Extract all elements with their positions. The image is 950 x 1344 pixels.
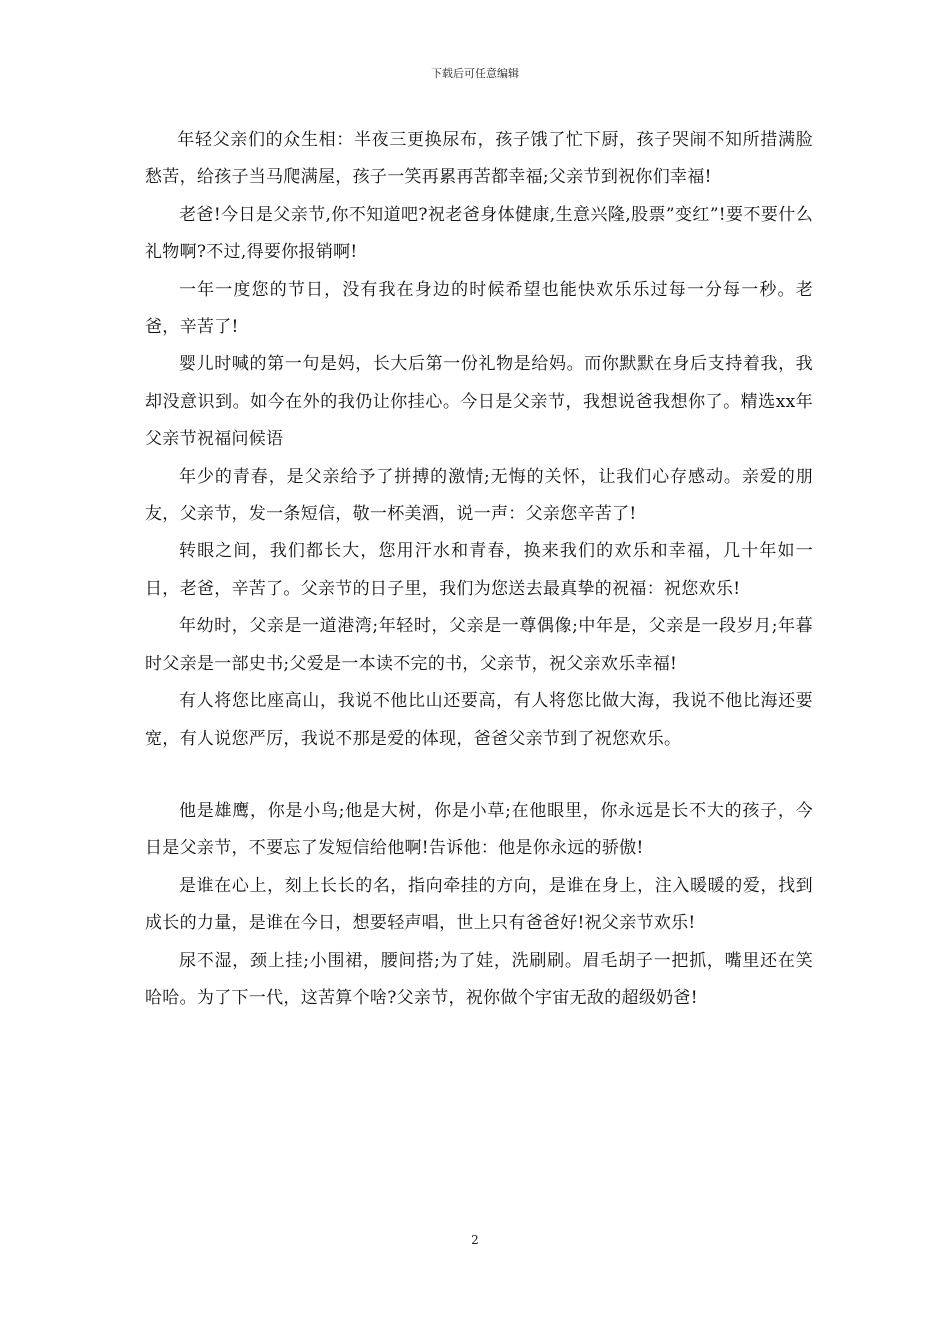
- paragraph: 他是雄鹰，你是小鸟;他是大树，你是小草;在他眼里，你永远是长不大的孩子，今日是父亲节，不要忘了发短信给他啊!告诉他：他是你永远的骄傲!: [145, 800, 813, 859]
- paragraph: 年少的青春，是父亲给予了拼搏的激情;无悔的关怀，让我们心存感动。亲爱的朋友，父亲节，发一条短信，敬一杯美酒，说一声：父亲您辛苦了!: [145, 466, 813, 525]
- paragraph: 年轻父亲们的众生相：半夜三更换尿布，孩子饿了忙下厨，孩子哭闹不知所措满脸愁苦，给孩子当马爬满屋，孩子一笑再累再苦都幸福;父亲节到祝你们幸福!: [145, 130, 813, 188]
- paragraph: 尿不湿，颈上挂;小围裙，腰间搭;为了娃，洗刷刷。眉毛胡子一把抓，嘴里还在笑哈哈。为了下一代，这苦算个啥?父亲节，祝你做个宇宙无敌的超级奶爸!: [145, 950, 813, 1008]
- paragraph: 一年一度您的节日，没有我在身边的时候希望也能快欢乐乐过每一分每一秒。老爸，辛苦了!: [145, 279, 813, 338]
- paragraph: 年幼时，父亲是一道港湾;年轻时，父亲是一尊偶像;中年是，父亲是一段岁月;年暮时父亲是一部史书;父爱是一本读不完的书，父亲节，祝父亲欢乐幸福!: [145, 616, 813, 674]
- paragraph: 婴儿时喊的第一句是妈，长大后第一份礼物是给妈。而你默默在身后支持着我，我却没意识到。如今在外的我仍让你挂心。今日是父亲节，我想说爸我想你了。精选xx年父亲节祝福问候语: [145, 354, 813, 450]
- page-header: 下载后可任意编辑: [431, 67, 519, 80]
- paragraph: 老爸!今日是父亲节,你不知道吧?祝老爸身体健康,生意兴隆,股票”变红”!要不要什么礼物啊?不过,得要你报销啊!: [145, 204, 813, 263]
- page-number: 2: [471, 1233, 479, 1247]
- paragraph: 转眼之间，我们都长大，您用汗水和青春，换来我们的欢乐和幸福，几十年如一日，老爸，辛苦了。父亲节的日子里，我们为您送去最真挚的祝福：祝您欢乐!: [145, 541, 813, 599]
- paragraph: 有人将您比座高山，我说不他比山还要高，有人将您比做大海，我说不他比海还要宽，有人说您严厉，我说不那是爱的体现，爸爸父亲节到了祝您欢乐。: [145, 691, 813, 749]
- document-body: [145, 122, 813, 1017]
- paragraph: 是谁在心上，刻上长长的名，指向牵挂的方向，是谁在身上，注入暖暖的爱，找到成长的力量，是谁在今日，想要轻声唱，世上只有爸爸好!祝父亲节欢乐!: [145, 875, 813, 934]
